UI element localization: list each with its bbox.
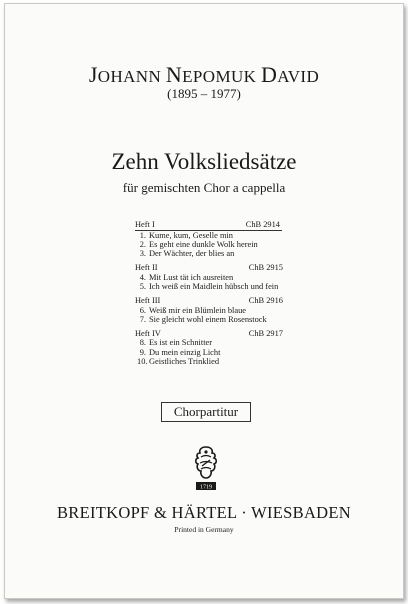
printed-in-note: Printed in Germany (174, 525, 234, 534)
catalog-number: ChB 2917 (248, 328, 283, 338)
song-item (135, 282, 285, 291)
catalog-number: ChB 2915 (248, 263, 283, 273)
volume-label: Heft III (135, 296, 161, 306)
volume-label: Heft I (135, 220, 155, 229)
composer-initial-1: J (88, 62, 98, 87)
work-subtitle: für gemischten Chor a cappella (122, 180, 286, 195)
song-title: Ich weiß ein Maidlein hübsch und fein (149, 281, 279, 291)
emblem-year: 1719 (200, 484, 212, 491)
song-number: 8. (139, 338, 146, 348)
song-item (135, 231, 285, 240)
volume-2 (135, 263, 285, 291)
volume-header (135, 263, 285, 273)
song-item (135, 306, 285, 315)
song-number: 5. (139, 281, 146, 291)
song-title: Du mein einzig Licht (149, 347, 221, 357)
composer-name-part-2: EPOMUK (182, 67, 261, 86)
volume-4 (135, 329, 285, 366)
song-title: Geistliches Trinklied (149, 356, 220, 366)
song-number: 10. (137, 356, 148, 366)
composer-dates: (1895 – 1977) (167, 86, 241, 101)
song-item (135, 338, 285, 347)
volume-label: Heft II (135, 263, 158, 273)
edition-label: Chorpartitur (161, 402, 251, 422)
song-number: 3. (139, 248, 146, 258)
volume-header (135, 329, 285, 339)
song-number: 6. (139, 305, 146, 315)
volume-label: Heft IV (135, 328, 161, 338)
volume-header (135, 296, 285, 306)
song-title: Es geht eine dunkle Wolk herein (149, 239, 258, 249)
volume-3 (135, 296, 285, 324)
song-item (135, 348, 285, 357)
volume-header (135, 220, 282, 231)
song-item (135, 315, 285, 324)
song-title: Es ist ein Schnitter (149, 338, 213, 348)
catalog-number: ChB 2916 (248, 296, 283, 306)
song-title: Der Wächter, der blies an (149, 248, 235, 258)
song-title: Sie gleicht wohl einem Rosenstock (149, 314, 267, 324)
composer-name (5, 62, 403, 88)
composer-name-part-3: AVID (277, 67, 320, 86)
song-item (135, 273, 285, 282)
composer-initial-2: N (165, 62, 183, 87)
song-item (135, 249, 285, 258)
song-title: Kume, kum, Geselle min (149, 230, 233, 240)
composer-initial-3: D (260, 62, 278, 87)
song-title: Mit Lust tät ich ausreiten (149, 272, 234, 282)
table-of-contents (135, 220, 285, 371)
song-number: 2. (139, 239, 146, 249)
score-cover-page (4, 3, 404, 599)
song-number: 4. (139, 272, 146, 282)
publisher-name: BREITKOPF & HÄRTEL · WIESBADEN (56, 503, 351, 522)
song-item (135, 240, 285, 249)
work-title: Zehn Volksliedsätze (111, 149, 297, 174)
composer-name-part-1: OHANN (97, 67, 166, 86)
publisher-emblem-icon (187, 444, 225, 494)
song-title: Weiß mir ein Blümlein blaue (149, 305, 247, 315)
catalog-number: ChB 2914 (245, 220, 280, 229)
volume-1 (135, 220, 285, 258)
song-item (135, 357, 285, 366)
song-number: 9. (139, 347, 146, 357)
song-number: 7. (139, 314, 146, 324)
song-number: 1. (139, 230, 146, 240)
